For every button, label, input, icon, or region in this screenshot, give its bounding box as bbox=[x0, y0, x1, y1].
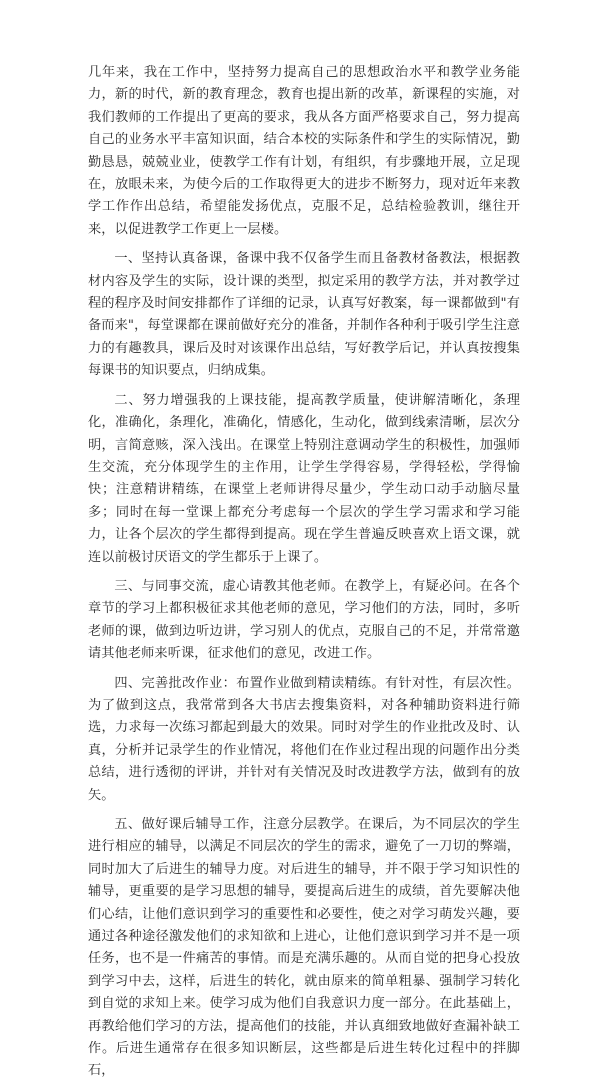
paragraph-intro: 几年来，我在工作中，坚持努力提高自己的思想政治水平和教学业务能力，新的时代，新的教育理念，教育也提出新的改革，新课程的实施，对我们教师的工作提出了更高的要求，我从各方面严格要求自己，努力提高自己的业务水平丰富知识面，结合本校的实际条件和学生的实际情况，勤勤恳恳，兢兢业业，使教学工作有计划，有组织，有步骤地开展，立足现在，放眼未来，为使今后的工作取得更大的进步不断努力，现对近年来教学工作作出总结，希望能发扬优点，克服不足，总结检验教训，继往开来，以促进教学工作更上一层楼。 bbox=[88, 65, 520, 237]
paragraph-tutoring: 五、做好课后辅导工作，注意分层教学。在课后，为不同层次的学生进行相应的辅导，以满足不同层次的学生的需求，避免了一刀切的弊端，同时加大了后进生的辅导力度。对后进生的辅导，并不限于学习知识性的辅导，更重要的是学习思想的辅导，要提高后进生的成绩，首先要解决他们心结，让他们意识到学习的重要性和必要性，使之对学习萌发兴趣，要通过各种途径激发他们的求知欲和上进心，让他们意识到学习并不是一项任务，也不是一件痛苦的事情。而是充满乐趣的。从而自觉的把身心投放到学习中去，这样，后进生的转化，就由原来的简单粗暴、强制学习转化到自觉的求知上来。使学习成为他们自我意识力度一部分。在此基础上，再教给他们学习的方法，提高他们的技能，并认真细致地做好查漏补缺工作。后进生通常存在很多知识断层，这些都是后进生转化过程中的拌脚石， bbox=[88, 817, 520, 1079]
paragraph-homework: 四、完善批改作业：布置作业做到精读精练。有针对性，有层次性。为了做到这点，我常常到各大书店去搜集资料，对各种辅助资料进行筛选，力求每一次练习都起到最大的效果。同时对学生的作业批改及时、认真，分析并记录学生的作业情况，将他们在作业过程出现的问题作出分类总结，进行透彻的评讲，并针对有关情况及时改进教学方法，做到有的放矢。 bbox=[88, 675, 520, 803]
paragraph-teaching-skills: 二、努力增强我的上课技能，提高教学质量，使讲解清晰化，条理化，准确化，条理化，准确化，情感化，生动化，做到线索清晰，层次分明，言简意赅，深入浅出。在课堂上特别注意调动学生的积极性，加强师生交流，充分体现学生的主作用，让学生学得容易，学得轻松，学得愉快；注意精讲精练，在课堂上老师讲得尽量少，学生动口动手动脑尽量多；同时在每一堂课上都充分考虑每一个层次的学生学习需求和学习能力，让各个层次的学生都得到提高。现在学生普遍反映喜欢上语文课，就连以前极讨厌语文的学生都乐于上课了。 bbox=[88, 392, 520, 565]
document-page bbox=[88, 62, 520, 1090]
paragraph-preparation: 一、坚持认真备课，备课中我不仅备学生而且备教材备教法，根据教材内容及学生的实际，设计课的类型，拟定采用的教学方法，并对教学过程的程序及时间安排都作了详细的记录，认真写好教案，每一课都做到"有备而来"，每堂课都在课前做好充分的准备，并制作各种利于吸引学生注意力的有趣教具，课后及时对该课作出总结，写好教学后记，并认真按搜集每课书的知识要点，归纳成集。 bbox=[88, 251, 520, 379]
paragraph-colleague-exchange: 三、与同事交流，虚心请教其他老师。在教学上，有疑必问。在各个章节的学习上都积极征求其他老师的意见，学习他们的方法，同时，多听老师的课，做到边听边讲，学习别人的优点，克服自己的不足，并常常邀请其他老师来听课，征求他们的意见，改进工作。 bbox=[88, 578, 520, 662]
